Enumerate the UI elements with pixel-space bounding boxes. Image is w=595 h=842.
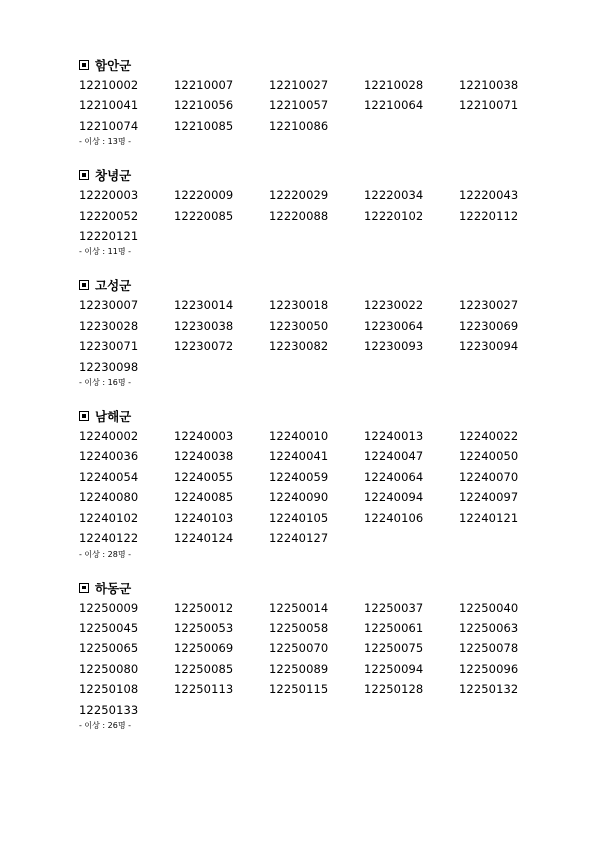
code-item: 12240022	[459, 429, 519, 444]
code-item: 12240121	[459, 510, 519, 525]
code-item: 12240038	[174, 449, 234, 464]
code-item: 12250080	[79, 661, 139, 676]
code-item: 12240064	[364, 469, 424, 484]
code-item: 12250061	[364, 620, 424, 635]
code-item: 12250014	[269, 600, 329, 615]
section-title-text: 창녕군	[95, 168, 132, 184]
section-title	[79, 578, 539, 598]
section-goseong	[79, 275, 539, 388]
code-item: 12240013	[364, 429, 424, 444]
section-title	[79, 275, 539, 295]
section-haman	[79, 55, 539, 147]
code-item: 12230027	[459, 298, 519, 313]
section-namhae	[79, 406, 539, 559]
section-title	[79, 55, 539, 75]
code-list	[79, 426, 539, 548]
section-title-text: 함안군	[95, 58, 132, 73]
section-title-text: 남해군	[95, 409, 132, 425]
code-item: 12240041	[269, 449, 329, 464]
code-item: 12210002	[79, 78, 139, 92]
code-item: 12210038	[459, 78, 519, 92]
code-item: 12240124	[174, 531, 234, 546]
code-item: 12240059	[269, 469, 329, 484]
code-item: 12240002	[79, 429, 139, 444]
code-item: 12250128	[364, 682, 424, 697]
code-item: 12220112	[459, 208, 519, 223]
code-item: 12240122	[79, 531, 139, 546]
code-item: 12220052	[79, 208, 139, 223]
code-item: 12210041	[79, 98, 139, 113]
count-line: - 이상 : 28명 -	[79, 549, 132, 559]
square-bullet-icon	[79, 280, 89, 290]
count-line: - 이상 : 26명 -	[79, 720, 132, 730]
square-bullet-icon	[79, 170, 89, 180]
code-item: 12230094	[459, 339, 519, 354]
code-item: 12220121	[79, 229, 139, 244]
code-item: 12230071	[79, 339, 139, 354]
code-item: 12240102	[79, 510, 139, 525]
code-item: 12240010	[269, 429, 329, 444]
section-title-text: 하동군	[95, 580, 132, 596]
code-item: 12220003	[79, 188, 139, 203]
code-item: 12250115	[269, 682, 329, 697]
code-item: 12210028	[364, 78, 424, 92]
code-item: 12240090	[269, 490, 329, 505]
code-item: 12220034	[364, 188, 424, 203]
code-item: 12240127	[269, 531, 329, 546]
code-item: 12230018	[269, 298, 329, 313]
code-item: 12240070	[459, 469, 519, 484]
code-item: 12240036	[79, 449, 139, 464]
code-item: 12230022	[364, 298, 424, 313]
code-item: 12250096	[459, 661, 519, 676]
code-item: 12210027	[269, 78, 329, 92]
count-line: - 이상 : 13명 -	[79, 137, 132, 147]
code-item: 12210056	[174, 98, 234, 113]
code-item: 12230098	[79, 359, 139, 374]
code-item: 12240106	[364, 510, 424, 525]
code-list	[79, 598, 539, 720]
square-bullet-icon	[79, 60, 89, 70]
code-item: 12220102	[364, 208, 424, 223]
code-item: 12210057	[269, 98, 329, 113]
section-hadong	[79, 578, 539, 731]
code-item: 12250085	[174, 661, 234, 676]
code-item: 12240003	[174, 429, 234, 444]
code-item: 12250009	[79, 600, 139, 615]
code-list	[79, 75, 539, 136]
code-item: 12230014	[174, 298, 234, 313]
code-item: 12240054	[79, 469, 139, 484]
code-item: 12230028	[79, 318, 139, 333]
code-item: 12250075	[364, 641, 424, 656]
code-item: 12250108	[79, 682, 139, 697]
code-item: 12250053	[174, 620, 234, 635]
code-item: 12220088	[269, 208, 329, 223]
code-item: 12240055	[174, 469, 234, 484]
code-item: 12250132	[459, 682, 519, 697]
code-item: 12250065	[79, 641, 139, 656]
code-item: 12250133	[79, 702, 139, 717]
code-item: 12250069	[174, 641, 234, 656]
code-item: 12220029	[269, 188, 329, 203]
code-item: 12250045	[79, 620, 139, 635]
code-item: 12220043	[459, 188, 519, 203]
code-item: 12210086	[269, 118, 329, 133]
section-changnyeong	[79, 165, 539, 257]
code-item: 12250037	[364, 600, 424, 615]
square-bullet-icon	[79, 583, 89, 593]
section-title	[79, 406, 539, 426]
code-item: 12250078	[459, 641, 519, 656]
code-item: 12250063	[459, 620, 519, 635]
code-item: 12240050	[459, 449, 519, 464]
code-item: 12250058	[269, 620, 329, 635]
code-item: 12230093	[364, 339, 424, 354]
code-item: 12250040	[459, 600, 519, 615]
count-line: - 이상 : 11명 -	[79, 247, 132, 257]
code-item: 12230038	[174, 318, 234, 333]
code-item: 12230007	[79, 298, 139, 313]
code-item: 12240047	[364, 449, 424, 464]
code-item: 12220085	[174, 208, 234, 223]
code-item: 12210071	[459, 98, 519, 113]
section-title-text: 고성군	[95, 278, 132, 294]
code-list	[79, 295, 539, 377]
code-item: 12230072	[174, 339, 234, 354]
code-item: 12250070	[269, 641, 329, 656]
code-item: 12230064	[364, 318, 424, 333]
code-item: 12210085	[174, 118, 234, 133]
code-item: 12240097	[459, 490, 519, 505]
code-item: 12250012	[174, 600, 234, 615]
code-item: 12250094	[364, 661, 424, 676]
code-item: 12230069	[459, 318, 519, 333]
code-item: 12240103	[174, 510, 234, 525]
code-item: 12250113	[174, 682, 234, 697]
code-item: 12210064	[364, 98, 424, 113]
code-item: 12240094	[364, 490, 424, 505]
code-item: 12250089	[269, 661, 329, 676]
code-item: 12240080	[79, 490, 139, 505]
code-item: 12230050	[269, 318, 329, 333]
count-line: - 이상 : 16명 -	[79, 378, 132, 388]
code-item: 12240085	[174, 490, 234, 505]
document-page	[79, 55, 539, 731]
square-bullet-icon	[79, 411, 89, 421]
code-item: 12240105	[269, 510, 329, 525]
code-item: 12230082	[269, 339, 329, 354]
code-item: 12210074	[79, 118, 139, 133]
code-item: 12220009	[174, 188, 234, 203]
code-item: 12210007	[174, 78, 234, 92]
code-list	[79, 185, 539, 246]
section-title	[79, 165, 539, 185]
